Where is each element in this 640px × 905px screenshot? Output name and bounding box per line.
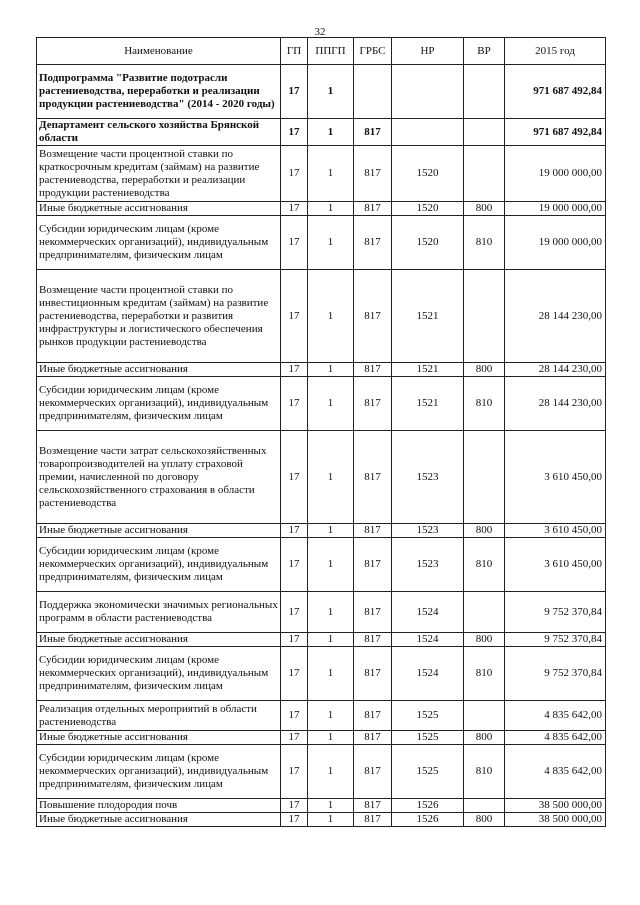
table-row (37, 377, 606, 431)
row-name-cell: Возмещение части затрат сельскохозяйственных товаропроизводителей на уплату страховой премии, начисленной по договору сельскохозяйственного страхования в области растениеводства (37, 431, 281, 524)
row-name-cell: Иные бюджетные ассигнования (37, 633, 281, 647)
vr-cell: 810 (464, 216, 505, 270)
table-row (37, 745, 606, 799)
grbs-cell (354, 65, 392, 119)
ppgp-cell: 1 (308, 146, 354, 202)
nr-cell: 1520 (392, 146, 464, 202)
gp-cell: 17 (281, 592, 308, 633)
row-name-cell: Субсидии юридическим лицам (кроме некоммерческих организаций), индивидуальным предпринимателям, физическим лицам (37, 377, 281, 431)
nr-cell: 1521 (392, 270, 464, 363)
row-name-cell: Субсидии юридическим лицам (кроме некоммерческих организаций), индивидуальным предпринимателям, физическим лицам (37, 647, 281, 701)
grbs-cell: 817 (354, 216, 392, 270)
nr-cell: 1520 (392, 202, 464, 216)
amount-cell: 19 000 000,00 (505, 146, 606, 202)
nr-cell: 1523 (392, 431, 464, 524)
nr-cell: 1526 (392, 799, 464, 813)
nr-cell: 1526 (392, 813, 464, 827)
page-number: 32 (314, 26, 326, 38)
grbs-cell: 817 (354, 119, 392, 146)
nr-cell: 1520 (392, 216, 464, 270)
header-vr: ВР (464, 38, 505, 65)
table-row (37, 431, 606, 524)
row-name-cell: Иные бюджетные ассигнования (37, 202, 281, 216)
gp-cell: 17 (281, 270, 308, 363)
grbs-cell: 817 (354, 377, 392, 431)
table-row (37, 146, 606, 202)
nr-cell (392, 119, 464, 146)
header-year: 2015 год (505, 38, 606, 65)
grbs-cell: 817 (354, 146, 392, 202)
table-row (37, 731, 606, 745)
header-grbs: ГРБС (354, 38, 392, 65)
ppgp-cell: 1 (308, 524, 354, 538)
amount-cell: 9 752 370,84 (505, 592, 606, 633)
amount-cell: 28 144 230,00 (505, 377, 606, 431)
grbs-cell: 817 (354, 202, 392, 216)
vr-cell (464, 119, 505, 146)
table-row (37, 633, 606, 647)
table-row (37, 813, 606, 827)
ppgp-cell: 1 (308, 647, 354, 701)
gp-cell: 17 (281, 202, 308, 216)
nr-cell: 1521 (392, 377, 464, 431)
row-name-cell: Повышение плодородия почв (37, 799, 281, 813)
row-name-cell: Субсидии юридическим лицам (кроме некоммерческих организаций), индивидуальным предпринимателям, физическим лицам (37, 216, 281, 270)
amount-cell: 19 000 000,00 (505, 216, 606, 270)
vr-cell: 800 (464, 813, 505, 827)
gp-cell: 17 (281, 813, 308, 827)
table-row (37, 119, 606, 146)
vr-cell: 800 (464, 363, 505, 377)
nr-cell: 1525 (392, 701, 464, 731)
amount-cell: 19 000 000,00 (505, 202, 606, 216)
ppgp-cell: 1 (308, 799, 354, 813)
grbs-cell: 817 (354, 701, 392, 731)
vr-cell: 800 (464, 731, 505, 745)
ppgp-cell: 1 (308, 592, 354, 633)
table-row (37, 363, 606, 377)
gp-cell: 17 (281, 745, 308, 799)
grbs-cell: 817 (354, 538, 392, 592)
row-name-cell: Иные бюджетные ассигнования (37, 524, 281, 538)
gp-cell: 17 (281, 146, 308, 202)
row-name-cell: Возмещение части процентной ставки по инвестиционным кредитам (займам) на развитие растениеводства, переработки и развития инфраструктуры и логистического обеспечения рынков продукции растениеводства (37, 270, 281, 363)
amount-cell: 3 610 450,00 (505, 524, 606, 538)
vr-cell: 810 (464, 745, 505, 799)
amount-cell: 9 752 370,84 (505, 647, 606, 701)
table-row (37, 799, 606, 813)
row-name-cell: Поддержка экономически значимых региональных программ в области растениеводства (37, 592, 281, 633)
budget-table (36, 37, 606, 827)
gp-cell: 17 (281, 701, 308, 731)
grbs-cell: 817 (354, 592, 392, 633)
table-row (37, 270, 606, 363)
grbs-cell: 817 (354, 524, 392, 538)
row-name-cell: Иные бюджетные ассигнования (37, 813, 281, 827)
vr-cell (464, 431, 505, 524)
gp-cell: 17 (281, 119, 308, 146)
table-row (37, 524, 606, 538)
nr-cell: 1525 (392, 745, 464, 799)
row-name-cell: Иные бюджетные ассигнования (37, 363, 281, 377)
amount-cell: 28 144 230,00 (505, 363, 606, 377)
amount-cell: 971 687 492,84 (505, 119, 606, 146)
vr-cell: 800 (464, 524, 505, 538)
nr-cell: 1523 (392, 538, 464, 592)
ppgp-cell: 1 (308, 119, 354, 146)
gp-cell: 17 (281, 377, 308, 431)
amount-cell: 971 687 492,84 (505, 65, 606, 119)
row-name-cell: Подпрограмма "Развитие подотрасли растениеводства, переработки и реализации продукции растениеводства" (2014 - 2020 годы) (37, 65, 281, 119)
table-row (37, 65, 606, 119)
grbs-cell: 817 (354, 633, 392, 647)
ppgp-cell: 1 (308, 813, 354, 827)
ppgp-cell: 1 (308, 731, 354, 745)
row-name-cell: Реализация отдельных мероприятий в области растениеводства (37, 701, 281, 731)
gp-cell: 17 (281, 633, 308, 647)
gp-cell: 17 (281, 647, 308, 701)
table-row (37, 592, 606, 633)
amount-cell: 3 610 450,00 (505, 538, 606, 592)
ppgp-cell: 1 (308, 65, 354, 119)
amount-cell: 4 835 642,00 (505, 731, 606, 745)
nr-cell: 1521 (392, 363, 464, 377)
ppgp-cell: 1 (308, 431, 354, 524)
table-row (37, 216, 606, 270)
grbs-cell: 817 (354, 270, 392, 363)
table-header-row (37, 38, 606, 65)
vr-cell (464, 799, 505, 813)
ppgp-cell: 1 (308, 270, 354, 363)
gp-cell: 17 (281, 431, 308, 524)
row-name-cell: Иные бюджетные ассигнования (37, 731, 281, 745)
row-name-cell: Возмещение части процентной ставки по краткосрочным кредитам (займам) на развитие растениеводства, переработки и реализации продукции растениеводства (37, 146, 281, 202)
header-name: Наименование (37, 38, 281, 65)
nr-cell: 1525 (392, 731, 464, 745)
vr-cell (464, 65, 505, 119)
gp-cell: 17 (281, 363, 308, 377)
table-row (37, 538, 606, 592)
vr-cell (464, 592, 505, 633)
header-nr: НР (392, 38, 464, 65)
vr-cell (464, 701, 505, 731)
ppgp-cell: 1 (308, 216, 354, 270)
row-name-cell: Субсидии юридическим лицам (кроме некоммерческих организаций), индивидуальным предпринимателям, физическим лицам (37, 538, 281, 592)
grbs-cell: 817 (354, 647, 392, 701)
amount-cell: 28 144 230,00 (505, 270, 606, 363)
vr-cell: 810 (464, 538, 505, 592)
vr-cell: 810 (464, 647, 505, 701)
grbs-cell: 817 (354, 745, 392, 799)
row-name-cell: Субсидии юридическим лицам (кроме некоммерческих организаций), индивидуальным предпринимателям, физическим лицам (37, 745, 281, 799)
nr-cell: 1524 (392, 633, 464, 647)
vr-cell: 800 (464, 202, 505, 216)
nr-cell: 1524 (392, 647, 464, 701)
ppgp-cell: 1 (308, 701, 354, 731)
gp-cell: 17 (281, 524, 308, 538)
amount-cell: 38 500 000,00 (505, 799, 606, 813)
amount-cell: 9 752 370,84 (505, 633, 606, 647)
vr-cell: 810 (464, 377, 505, 431)
table-row (37, 202, 606, 216)
ppgp-cell: 1 (308, 202, 354, 216)
header-gp: ГП (281, 38, 308, 65)
grbs-cell: 817 (354, 799, 392, 813)
grbs-cell: 817 (354, 813, 392, 827)
gp-cell: 17 (281, 538, 308, 592)
ppgp-cell: 1 (308, 377, 354, 431)
gp-cell: 17 (281, 799, 308, 813)
ppgp-cell: 1 (308, 538, 354, 592)
gp-cell: 17 (281, 731, 308, 745)
vr-cell: 800 (464, 633, 505, 647)
ppgp-cell: 1 (308, 363, 354, 377)
vr-cell (464, 146, 505, 202)
grbs-cell: 817 (354, 363, 392, 377)
nr-cell (392, 65, 464, 119)
nr-cell: 1524 (392, 592, 464, 633)
amount-cell: 38 500 000,00 (505, 813, 606, 827)
table-row (37, 701, 606, 731)
vr-cell (464, 270, 505, 363)
grbs-cell: 817 (354, 731, 392, 745)
row-name-cell: Департамент сельского хозяйства Брянской области (37, 119, 281, 146)
table-row (37, 647, 606, 701)
amount-cell: 3 610 450,00 (505, 431, 606, 524)
amount-cell: 4 835 642,00 (505, 701, 606, 731)
header-ppgp: ППГП (308, 38, 354, 65)
grbs-cell: 817 (354, 431, 392, 524)
ppgp-cell: 1 (308, 745, 354, 799)
nr-cell: 1523 (392, 524, 464, 538)
gp-cell: 17 (281, 216, 308, 270)
ppgp-cell: 1 (308, 633, 354, 647)
gp-cell: 17 (281, 65, 308, 119)
amount-cell: 4 835 642,00 (505, 745, 606, 799)
